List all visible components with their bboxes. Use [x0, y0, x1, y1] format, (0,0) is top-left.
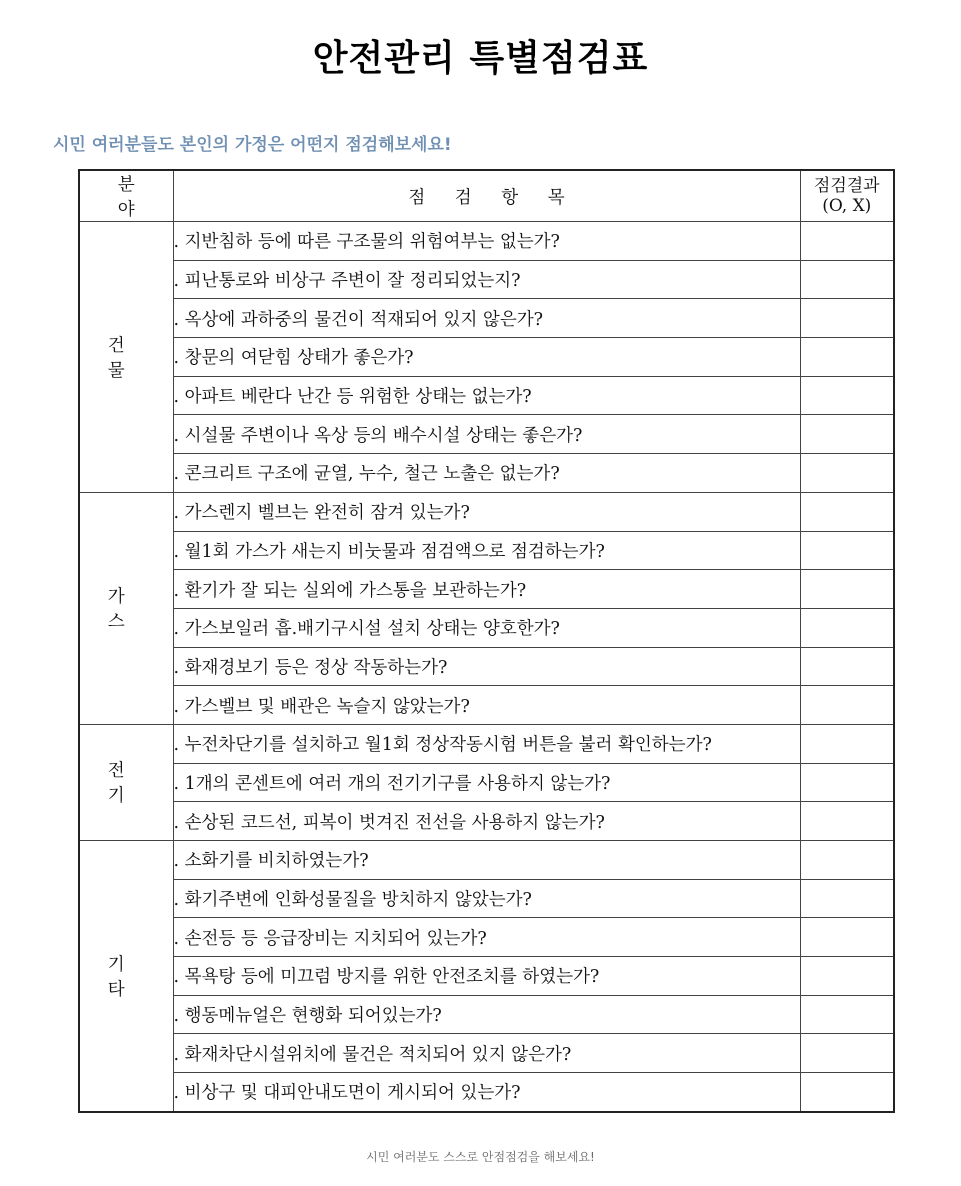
check-item: . 월1회 가스가 새는지 비눗물과 점검액으로 점검하는가?	[173, 531, 800, 570]
check-item: . 손상된 코드선, 피복이 벗겨진 전선을 사용하지 않는가?	[173, 802, 800, 841]
check-item: . 행동메뉴얼은 현행화 되어있는가?	[173, 995, 800, 1034]
footer-note: 시민 여러분도 스스로 안점점검을 해보세요!	[366, 1150, 595, 1164]
table-row	[79, 299, 894, 338]
check-item: . 옥상에 과하중의 물건이 적재되어 있지 않은가?	[173, 299, 800, 338]
category-cell: 가 스	[79, 492, 173, 724]
table-row	[79, 531, 894, 570]
check-item: . 소화기를 비치하였는가?	[173, 841, 800, 880]
result-cell[interactable]	[800, 763, 894, 802]
table-row	[79, 802, 894, 841]
result-cell[interactable]	[800, 260, 894, 299]
result-cell[interactable]	[800, 531, 894, 570]
result-cell[interactable]	[800, 957, 894, 996]
check-item: . 시설물 주변이나 옥상 등의 배수시설 상태는 좋은가?	[173, 415, 800, 454]
category-cell: 기 타	[79, 841, 173, 1112]
table-row	[79, 918, 894, 957]
check-item: . 화재경보기 등은 정상 작동하는가?	[173, 647, 800, 686]
checklist-table	[78, 169, 895, 1113]
result-cell[interactable]	[800, 686, 894, 725]
checklist-body	[79, 222, 894, 1112]
result-cell[interactable]	[800, 647, 894, 686]
check-item: . 화재차단시설위치에 물건은 적치되어 있지 않은가?	[173, 1034, 800, 1073]
result-cell[interactable]	[800, 918, 894, 957]
header-result-line1: 점검결과	[813, 176, 880, 196]
table-row	[79, 1034, 894, 1073]
table-row	[79, 492, 894, 531]
page-title: 안전관리 특별점검표	[312, 38, 649, 79]
table-row	[79, 454, 894, 493]
table-row	[79, 724, 894, 763]
header-row	[79, 170, 894, 222]
result-cell[interactable]	[800, 376, 894, 415]
result-cell[interactable]	[800, 299, 894, 338]
check-item: . 환기가 잘 되는 실외에 가스통을 보관하는가?	[173, 570, 800, 609]
check-item: . 창문의 여닫힘 상태가 좋은가?	[173, 338, 800, 377]
category-cell: 전 기	[79, 724, 173, 840]
result-cell[interactable]	[800, 570, 894, 609]
table-row	[79, 957, 894, 996]
result-cell[interactable]	[800, 1073, 894, 1112]
check-item: . 목욕탕 등에 미끄럼 방지를 위한 안전조치를 하였는가?	[173, 957, 800, 996]
table-row	[79, 338, 894, 377]
table-row	[79, 879, 894, 918]
table-row	[79, 995, 894, 1034]
table-row	[79, 222, 894, 261]
table-row	[79, 376, 894, 415]
check-item: . 피난통로와 비상구 주변이 잘 정리되었는지?	[173, 260, 800, 299]
check-item: . 화기주변에 인화성물질을 방치하지 않았는가?	[173, 879, 800, 918]
table-row	[79, 686, 894, 725]
result-cell[interactable]	[800, 995, 894, 1034]
check-item: . 비상구 및 대피안내도면이 게시되어 있는가?	[173, 1073, 800, 1112]
subtitle: 시민 여러분들도 본인의 가정은 어떤지 점검해보세요!	[53, 135, 452, 155]
check-item: . 가스렌지 벨브는 완전히 잠겨 있는가?	[173, 492, 800, 531]
result-cell[interactable]	[800, 454, 894, 493]
header-item: 점 검 항 목	[173, 170, 800, 222]
header-result	[800, 170, 894, 222]
table-row	[79, 260, 894, 299]
result-cell[interactable]	[800, 1034, 894, 1073]
header-field: 분 야	[79, 170, 173, 222]
table-row	[79, 763, 894, 802]
table-row	[79, 415, 894, 454]
check-item: . 1개의 콘센트에 여러 개의 전기기구를 사용하지 않는가?	[173, 763, 800, 802]
result-cell[interactable]	[800, 338, 894, 377]
header-result-line2: (O, X)	[822, 196, 872, 216]
check-item: . 콘크리트 구조에 균열, 누수, 철근 노출은 없는가?	[173, 454, 800, 493]
table-row	[79, 570, 894, 609]
result-cell[interactable]	[800, 879, 894, 918]
category-cell: 건 물	[79, 222, 173, 493]
check-item: . 누전차단기를 설치하고 월1회 정상작동시험 버튼을 불러 확인하는가?	[173, 724, 800, 763]
result-cell[interactable]	[800, 222, 894, 261]
result-cell[interactable]	[800, 415, 894, 454]
table-row	[79, 608, 894, 647]
result-cell[interactable]	[800, 802, 894, 841]
result-cell[interactable]	[800, 841, 894, 880]
table-row	[79, 1073, 894, 1112]
result-cell[interactable]	[800, 724, 894, 763]
table-row	[79, 647, 894, 686]
check-item: . 지반침하 등에 따른 구조물의 위험여부는 없는가?	[173, 222, 800, 261]
result-cell[interactable]	[800, 492, 894, 531]
check-item: . 가스보일러 흡.배기구시설 설치 상태는 양호한가?	[173, 608, 800, 647]
table-row	[79, 841, 894, 880]
check-item: . 손전등 등 응급장비는 지치되어 있는가?	[173, 918, 800, 957]
check-item: . 아파트 베란다 난간 등 위험한 상태는 없는가?	[173, 376, 800, 415]
check-item: . 가스벨브 및 배관은 녹슬지 않았는가?	[173, 686, 800, 725]
result-cell[interactable]	[800, 608, 894, 647]
